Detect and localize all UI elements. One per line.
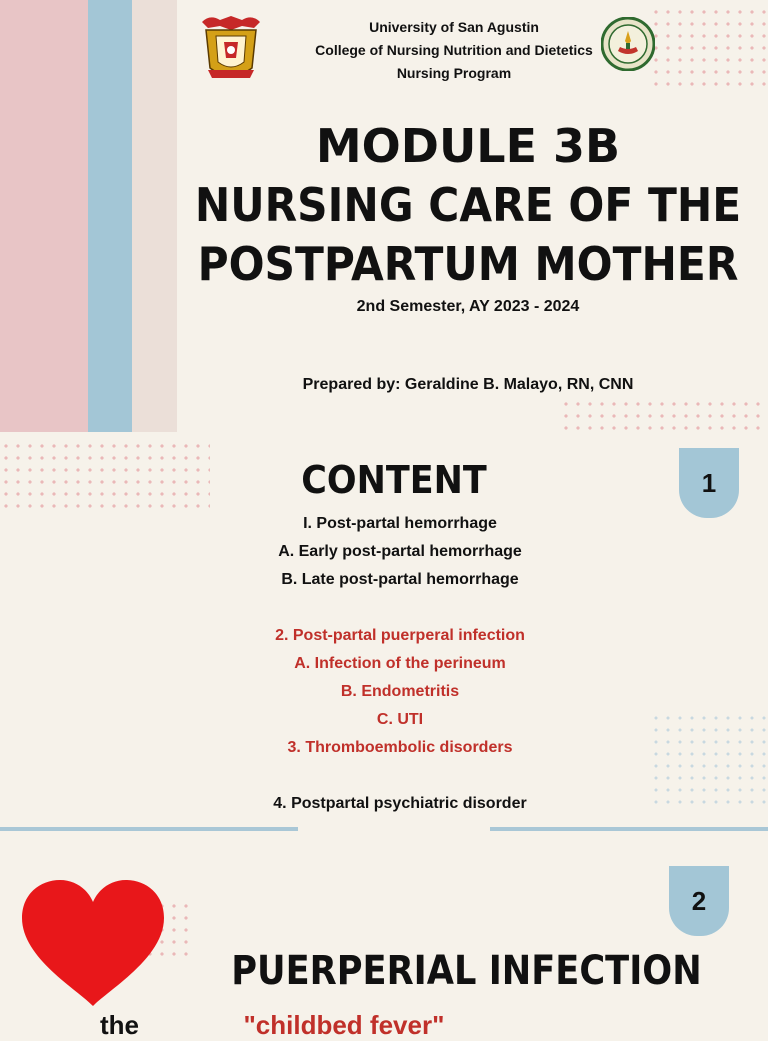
semester-label: 2nd Semester, AY 2023 - 2024 <box>356 298 580 315</box>
body-text: the <box>100 1010 139 1040</box>
table-of-contents <box>200 510 600 818</box>
toc-item: 4. Postpartal psychiatric disorder <box>273 795 527 812</box>
toc-item: A. Early post-partal hemorrhage <box>278 543 522 560</box>
content-heading: CONTENT <box>301 458 487 502</box>
cut-off-body-text <box>100 1010 444 1041</box>
body-text-highlight: "childbed fever" <box>243 1010 445 1040</box>
toc-item-highlight: A. Infection of the perineum <box>294 655 506 672</box>
section-divider-left <box>0 827 298 831</box>
decor-dots-mid-right <box>560 398 768 434</box>
section-divider-right <box>490 827 768 831</box>
toc-item: B. Late post-partal hemorrhage <box>281 571 519 588</box>
page-number-badge-2: 2 <box>669 866 729 936</box>
decor-dots-mid-left <box>0 440 210 510</box>
toc-item-highlight: B. Endometritis <box>340 683 460 700</box>
toc-item-highlight: 2. Post-partal puerperal infection <box>275 627 525 644</box>
toc-item-highlight: 3. Thromboembolic disorders <box>287 739 513 756</box>
module-title-line3: POSTPARTUM MOTHER <box>197 237 739 291</box>
decor-stripe-pink <box>0 0 88 432</box>
header-university: University of San Agustin <box>369 19 539 35</box>
decor-stripe-blue <box>88 0 132 432</box>
page-number-badge-1: 1 <box>679 448 739 518</box>
institution-header <box>200 16 708 85</box>
module-title-line1: MODULE 3B <box>315 119 621 173</box>
toc-item: I. Post-partal hemorrhage <box>303 515 497 532</box>
prepared-by: Prepared by: Geraldine B. Malayo, RN, CNN <box>302 376 634 393</box>
section-title-puerperal-infection: PUERPERIAL INFECTION <box>231 948 702 994</box>
decor-stripe-beige <box>132 0 177 432</box>
header-program: Nursing Program <box>396 65 512 81</box>
heart-icon <box>18 878 168 1008</box>
decor-dots-lower-right <box>650 712 768 812</box>
header-college: College of Nursing Nutrition and Dietetics <box>315 42 593 58</box>
module-title-line2: NURSING CARE OF THE <box>194 178 742 232</box>
toc-item-highlight: C. UTI <box>376 711 424 728</box>
